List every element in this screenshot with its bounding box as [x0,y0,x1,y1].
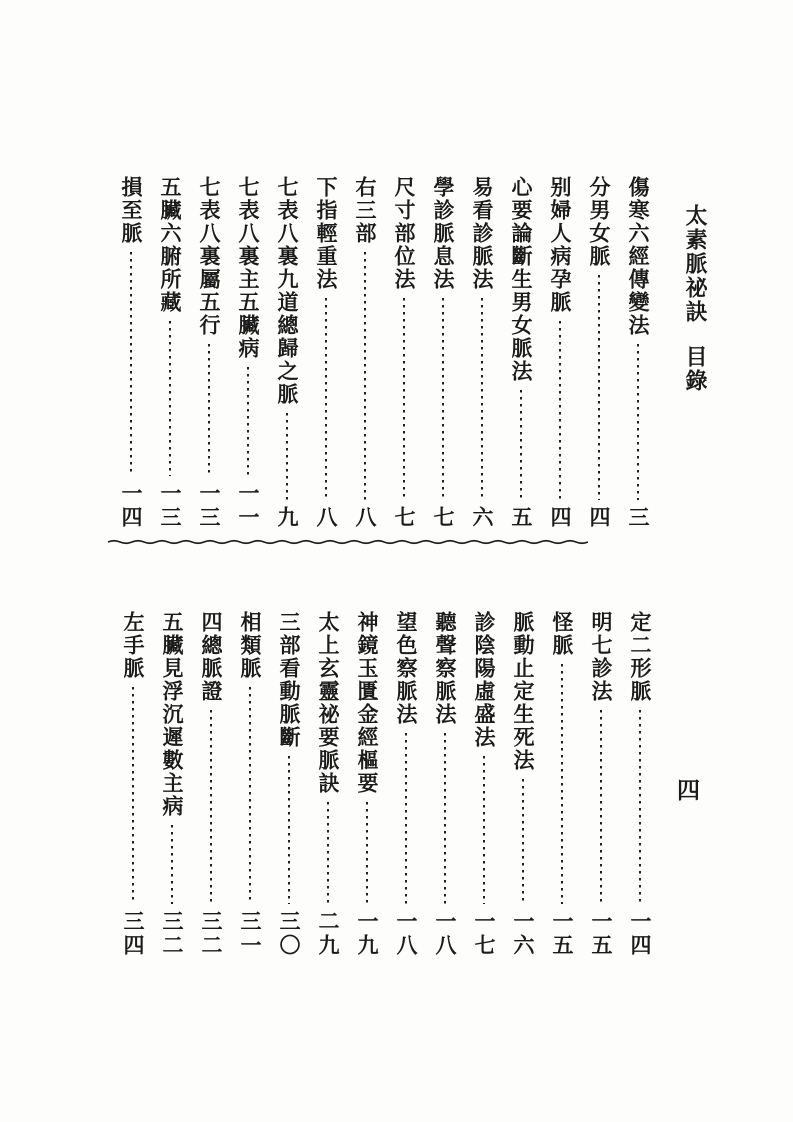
toc-entry-title: 定二形脈 [628,611,652,703]
dotted-leader [327,802,330,904]
toc-entry [159,176,181,530]
book-title-column [685,176,707,530]
toc-entry-title: 怪脈 [550,611,574,657]
dotted-leader [132,687,135,904]
toc-entry [237,176,259,530]
toc-entry [356,611,378,958]
toc-entry-page-number: 二九 [316,910,340,958]
toc-entry-page-number: 一四 [628,910,652,958]
toc-heading: 目錄 [683,345,708,393]
dotted-leader [637,344,640,500]
toc-entry [315,176,337,530]
toc-entry-title: 七表八裏主五臟病 [236,176,260,360]
toc-entry-page-number: 一三 [158,482,182,530]
toc-entry-page-number: 一五 [550,910,574,958]
dotted-leader [403,298,406,500]
toc-entry [588,176,610,530]
toc-entry-title: 下指輕重法 [314,176,338,291]
toc-entry-page-number: 七 [431,506,455,530]
toc-entry-title: 尺寸部位法 [392,176,416,291]
dotted-leader [208,344,211,476]
folio-page-number: 四 [677,778,700,803]
toc-entry [317,611,339,958]
toc-entry [393,176,415,530]
toc-entry-title: 别婦人病孕脈 [548,176,572,314]
toc-entry [549,176,571,530]
toc-entry-page-number: 一一 [236,482,260,530]
toc-entry-title: 傷寒六經傳變法 [626,176,650,337]
toc-entry-title: 學診脈息法 [431,176,455,291]
toc-entry-title: 損至脈 [119,176,143,245]
toc-entry [590,611,612,958]
book-title: 太素脈祕訣 [683,204,708,324]
dotted-leader [171,825,174,904]
dotted-leader [598,275,601,500]
dotted-leader [444,733,447,904]
toc-entry-title: 心要論斷生男女脈法 [509,176,533,383]
toc-entry-page-number: 三 [626,506,650,530]
toc-entry-page-number: 三一 [238,910,262,958]
toc-entry [161,611,183,958]
toc-entry-page-number: 三四 [121,910,145,958]
toc-entry [239,611,261,958]
toc-entry [473,611,495,958]
dotted-leader [405,733,408,904]
toc-entry-page-number: 九 [275,506,299,530]
dotted-leader [483,756,486,904]
toc-entry-page-number: 八 [314,506,338,530]
toc-entry-page-number: 八 [353,506,377,530]
toc-entry-page-number: 一八 [394,910,418,958]
toc-entry [432,176,454,530]
dotted-leader [520,390,523,500]
section-divider-line [106,536,588,546]
dotted-leader [247,367,250,476]
toc-entry-title: 左手脈 [121,611,145,680]
toc-entry [122,611,144,958]
dotted-leader [169,321,172,476]
toc-entry-title: 四總脈證 [199,611,223,703]
toc-entry-page-number: 四 [548,506,572,530]
toc-entry-page-number: 一三 [197,482,221,530]
toc-entry [395,611,417,958]
dotted-leader [442,298,445,500]
dotted-leader [600,710,603,904]
dotted-leader [481,298,484,500]
toc-entry [471,176,493,530]
toc-entry-title: 五臟六腑所藏 [158,176,182,314]
toc-entry-page-number: 三〇 [277,910,301,958]
toc-entry [354,176,376,530]
toc-entry-page-number: 五 [509,506,533,530]
toc-entry-title: 易看診脈法 [470,176,494,291]
toc-entry-title: 右三部 [353,176,377,245]
dotted-leader [561,664,564,904]
toc-entry-title: 五臟見浮沉遲數主病 [160,611,184,818]
toc-entry [551,611,573,958]
toc-entry-page-number: 一五 [589,910,613,958]
toc-entry [276,176,298,530]
toc-top-section [105,176,707,530]
toc-entry [627,176,649,530]
toc-entry-page-number: 三二 [160,910,184,958]
toc-bottom-section [106,611,651,958]
toc-entry [510,176,532,530]
toc-entry [629,611,651,958]
toc-entry-title: 太上玄靈祕要脈訣 [316,611,340,795]
toc-entry-title: 聽聲察脈法 [433,611,457,726]
toc-entry-page-number: 三二 [199,910,223,958]
toc-entry-title: 望色察脈法 [394,611,418,726]
dotted-leader [210,710,213,904]
toc-entry-title: 相類脈 [238,611,262,680]
toc-entry-title: 神鏡玉匱金經樞要 [355,611,379,795]
toc-entry-title: 七表八裏屬五行 [197,176,221,337]
toc-entry-page-number: 一四 [119,482,143,530]
toc-entry-title: 三部看動脈斷 [277,611,301,749]
toc-entry [200,611,222,958]
toc-entry-title: 診陰陽虛盛法 [472,611,496,749]
toc-entry [120,176,142,530]
dotted-leader [366,802,369,904]
toc-entry-title: 分男女脈 [587,176,611,268]
toc-entry-title: 脈動止定生死法 [511,611,535,772]
toc-entry [278,611,300,958]
dotted-leader [522,779,525,904]
toc-entry-page-number: 一九 [355,910,379,958]
dotted-leader [288,756,291,904]
toc-entry [198,176,220,530]
toc-entry-page-number: 一六 [511,910,535,958]
dotted-leader [639,710,642,904]
toc-entry-page-number: 一八 [433,910,457,958]
toc-entry-title: 七表八裏九道總歸之脈 [275,176,299,406]
dotted-leader [559,321,562,500]
toc-entry-title: 明七診法 [589,611,613,703]
toc-entry-page-number: 六 [470,506,494,530]
toc-entry [512,611,534,958]
dotted-leader [286,413,289,500]
dotted-leader [130,252,133,476]
toc-entry [434,611,456,958]
toc-entry-page-number: 四 [587,506,611,530]
dotted-leader [325,298,328,500]
dotted-leader [364,252,367,500]
dotted-leader [249,687,252,904]
toc-entry-page-number: 七 [392,506,416,530]
toc-entry-page-number: 一七 [472,910,496,958]
